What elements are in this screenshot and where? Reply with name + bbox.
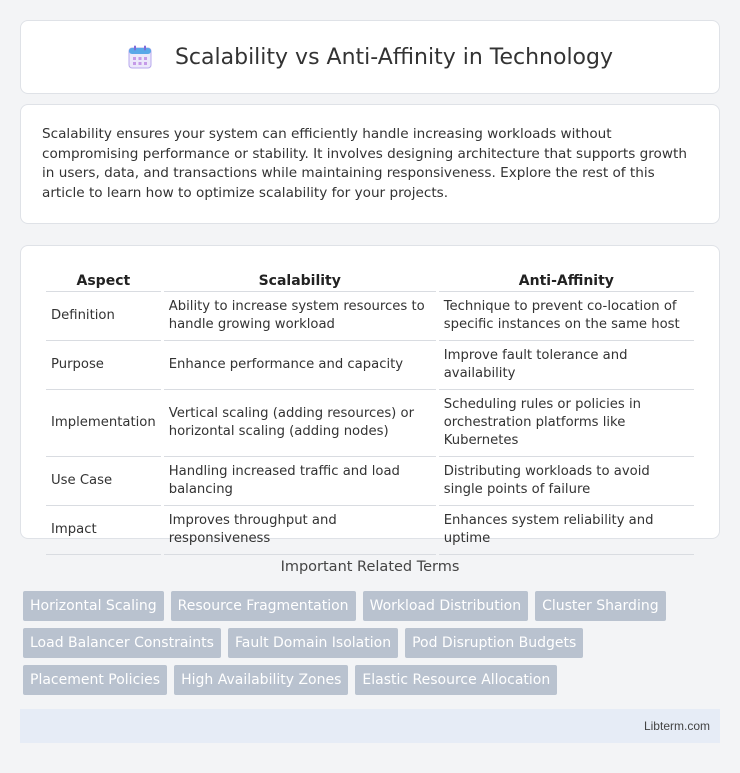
- tag-elastic-resource-allocation[interactable]: Elastic Resource Allocation: [355, 665, 557, 695]
- intro-card: [20, 104, 720, 224]
- tag-fault-domain-isolation[interactable]: Fault Domain Isolation: [228, 628, 398, 658]
- aspect-cell: Use Case: [46, 457, 161, 506]
- comparison-table: [43, 266, 697, 555]
- intro-paragraph: Scalability ensures your system can efficiently handle increasing workloads without compromising performance or stability. It involves designing architecture that supports growth in users, data, and transactions while maintaining responsiveness. Explore the rest of this article to learn how to optimize scalability for your projects.: [42, 126, 687, 201]
- comparison-card: [20, 245, 720, 546]
- aspect-cell: Implementation: [46, 390, 161, 457]
- anti-affinity-cell: Distributing workloads to avoid single points of failure: [439, 457, 694, 506]
- scalability-cell: Enhance performance and capacity: [164, 341, 436, 390]
- tag-placement-policies[interactable]: Placement Policies: [23, 665, 167, 695]
- page-title: Scalability vs Anti-Affinity in Technology: [174, 44, 614, 70]
- tag-row: [23, 665, 723, 695]
- scalability-cell: Vertical scaling (adding resources) or horizontal scaling (adding nodes): [164, 390, 436, 457]
- anti-affinity-cell: Enhances system reliability and uptime: [439, 506, 694, 555]
- column-header-scalability: Scalability: [164, 266, 436, 292]
- footer-site-link[interactable]: Libterm.com: [643, 719, 710, 733]
- scalability-cell: Ability to increase system resources to handle growing workload: [164, 292, 436, 341]
- column-header-anti-affinity: Anti-Affinity: [439, 266, 694, 292]
- related-terms-title: Important Related Terms: [280, 559, 460, 575]
- table-header-row: [46, 266, 694, 292]
- anti-affinity-cell: Scheduling rules or policies in orchestration platforms like Kubernetes: [439, 390, 694, 457]
- anti-affinity-cell: Technique to prevent co-location of specific instances on the same host: [439, 292, 694, 341]
- aspect-cell: Impact: [46, 506, 161, 555]
- tag-horizontal-scaling[interactable]: Horizontal Scaling: [23, 591, 164, 621]
- tag-pod-disruption-budgets[interactable]: Pod Disruption Budgets: [405, 628, 583, 658]
- scalability-cell: Handling increased traffic and load balancing: [164, 457, 436, 506]
- anti-affinity-cell: Improve fault tolerance and availability: [439, 341, 694, 390]
- header-card: [20, 20, 720, 94]
- table-row: [46, 341, 694, 390]
- aspect-cell: Definition: [46, 292, 161, 341]
- tag-workload-distribution[interactable]: Workload Distribution: [363, 591, 529, 621]
- related-terms-list: [23, 591, 723, 702]
- tag-row: [23, 628, 723, 658]
- table-row: [46, 506, 694, 555]
- tag-resource-fragmentation[interactable]: Resource Fragmentation: [171, 591, 356, 621]
- column-header-aspect: Aspect: [46, 266, 161, 292]
- footer: [20, 709, 720, 743]
- tag-load-balancer-constraints[interactable]: Load Balancer Constraints: [23, 628, 221, 658]
- aspect-cell: Purpose: [46, 341, 161, 390]
- tag-row: [23, 591, 723, 621]
- table-row: [46, 390, 694, 457]
- scalability-cell: Improves throughput and responsiveness: [164, 506, 436, 555]
- table-row: [46, 457, 694, 506]
- tag-high-availability-zones[interactable]: High Availability Zones: [174, 665, 348, 695]
- tag-cluster-sharding[interactable]: Cluster Sharding: [535, 591, 666, 621]
- calendar-icon: [127, 44, 153, 70]
- table-row: [46, 292, 694, 341]
